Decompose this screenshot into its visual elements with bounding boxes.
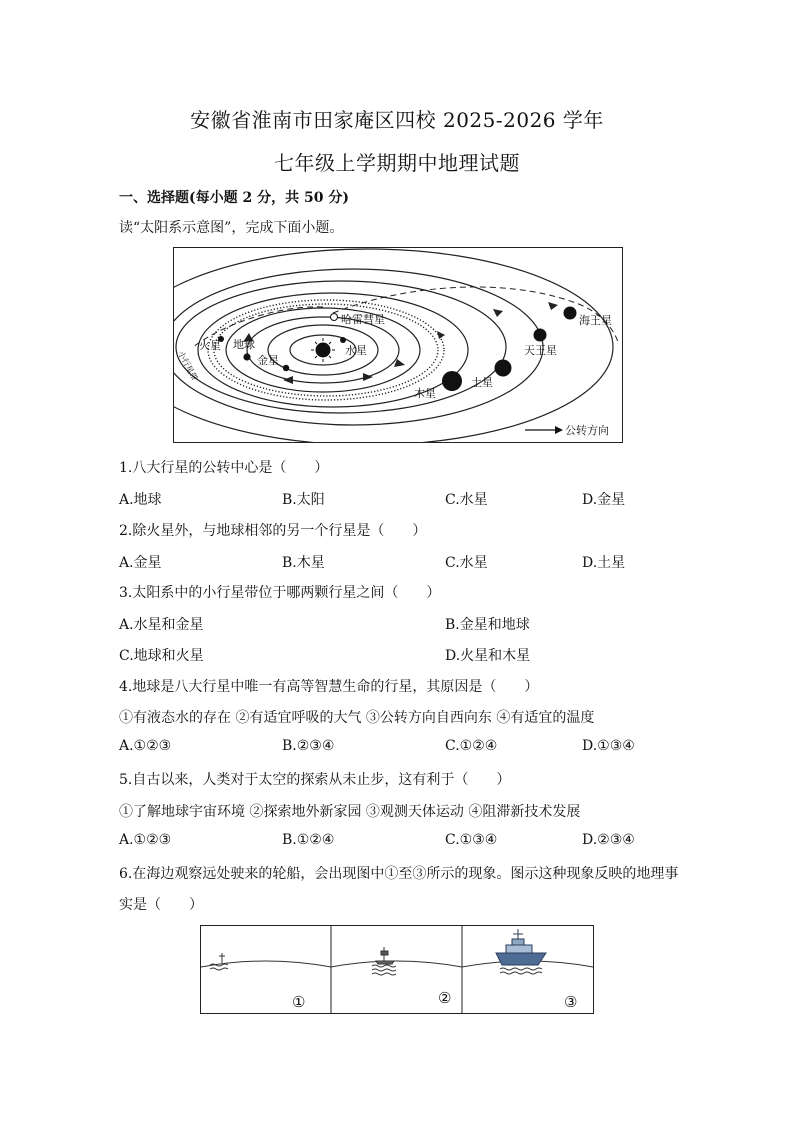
label-mars: 火星 xyxy=(199,339,221,352)
q2-option-a[interactable]: A.金星 xyxy=(119,555,162,571)
reading-intro: 读“太阳系示意图”，完成下面小题。 xyxy=(119,220,344,236)
question-1-stem: 1.八大行星的公转中心是（ ） xyxy=(119,460,329,476)
venus-icon xyxy=(283,365,289,371)
question-5-stem: 5.自古以来，人类对于太空的探索从未止步，这有利于（ ） xyxy=(119,772,511,788)
q4-option-d[interactable]: D.①③④ xyxy=(582,738,635,754)
q2-option-c[interactable]: C.水星 xyxy=(445,555,488,571)
q2-option-b[interactable]: B.木星 xyxy=(282,555,325,571)
panel-1-label: ① xyxy=(292,993,306,1011)
q1-option-a[interactable]: A.地球 xyxy=(119,492,162,508)
label-asteroid-belt: 小行星带 xyxy=(176,349,200,383)
earth-icon xyxy=(243,353,250,360)
q5-option-d[interactable]: D.②③④ xyxy=(582,832,635,848)
question-4-stem: 4.地球是八大行星中唯一有高等智慧生命的行星，其原因是（ ） xyxy=(119,679,539,695)
panel-2-label: ② xyxy=(438,989,452,1007)
question-6-stem-line1: 6.在海边观察远处驶来的轮船，会出现图中①至③所示的现象。图示这种现象反映的地理事 xyxy=(119,866,679,882)
q5-option-c[interactable]: C.①③④ xyxy=(445,832,498,848)
label-saturn: 土星 xyxy=(471,376,493,389)
q3-option-d[interactable]: D.火星和木星 xyxy=(445,648,531,664)
q4-option-a[interactable]: A.①②③ xyxy=(119,738,172,754)
exam-title-line2: 七年级上学期期中地理试题 xyxy=(274,151,520,175)
q2-option-d[interactable]: D.土星 xyxy=(582,555,626,571)
uranus-icon xyxy=(534,329,547,342)
comet-icon xyxy=(331,314,338,321)
q1-option-d[interactable]: D.金星 xyxy=(582,492,626,508)
saturn-icon xyxy=(495,360,512,377)
q5-option-a[interactable]: A.①②③ xyxy=(119,832,172,848)
question-3-stem: 3.太阳系中的小行星带位于哪两颗行星之间（ ） xyxy=(119,585,441,601)
q3-option-b[interactable]: B.金星和地球 xyxy=(445,617,530,633)
exam-title-line1: 安徽省淮南市田家庵区四校 2025-2026 学年 xyxy=(190,108,604,132)
q1-option-b[interactable]: B.太阳 xyxy=(282,492,325,508)
section-heading: 一、选择题(每小题 2 分，共 50 分) xyxy=(119,190,349,206)
mercury-icon xyxy=(340,337,346,343)
label-neptune: 海王星 xyxy=(579,314,612,327)
question-4-statements: ①有液态水的存在 ②有适宜呼吸的大气 ③公转方向自西向东 ④有适宜的温度 xyxy=(119,710,595,726)
question-2-stem: 2.除火星外，与地球相邻的另一个行星是（ ） xyxy=(119,523,427,539)
ship-approach-figure xyxy=(200,925,594,1014)
q1-option-c[interactable]: C.水星 xyxy=(445,492,488,508)
label-venus: 金星 xyxy=(257,354,279,367)
panel-3-label: ③ xyxy=(564,993,578,1011)
neptune-icon xyxy=(564,307,577,320)
q5-option-b[interactable]: B.①②④ xyxy=(282,832,335,848)
q3-option-a[interactable]: A.水星和金星 xyxy=(119,617,204,633)
label-comet: 哈雷彗星 xyxy=(341,313,385,326)
solar-system-figure xyxy=(173,247,623,443)
q3-option-c[interactable]: C.地球和火星 xyxy=(119,648,204,664)
jupiter-icon xyxy=(442,371,462,391)
question-6-stem-line2: 实是（ ） xyxy=(119,897,203,913)
q4-option-c[interactable]: C.①②④ xyxy=(445,738,498,754)
question-5-statements: ①了解地球宇宙环境 ②探索地外新家园 ③观测天体运动 ④阻滞新技术发展 xyxy=(119,804,581,820)
label-legend: 公转方向 xyxy=(565,424,609,437)
label-uranus: 天王星 xyxy=(524,344,557,357)
label-jupiter: 木星 xyxy=(414,387,436,400)
q4-option-b[interactable]: B.②③④ xyxy=(282,738,335,754)
label-earth: 地球 xyxy=(233,338,255,351)
label-mercury: 水星 xyxy=(345,344,367,357)
